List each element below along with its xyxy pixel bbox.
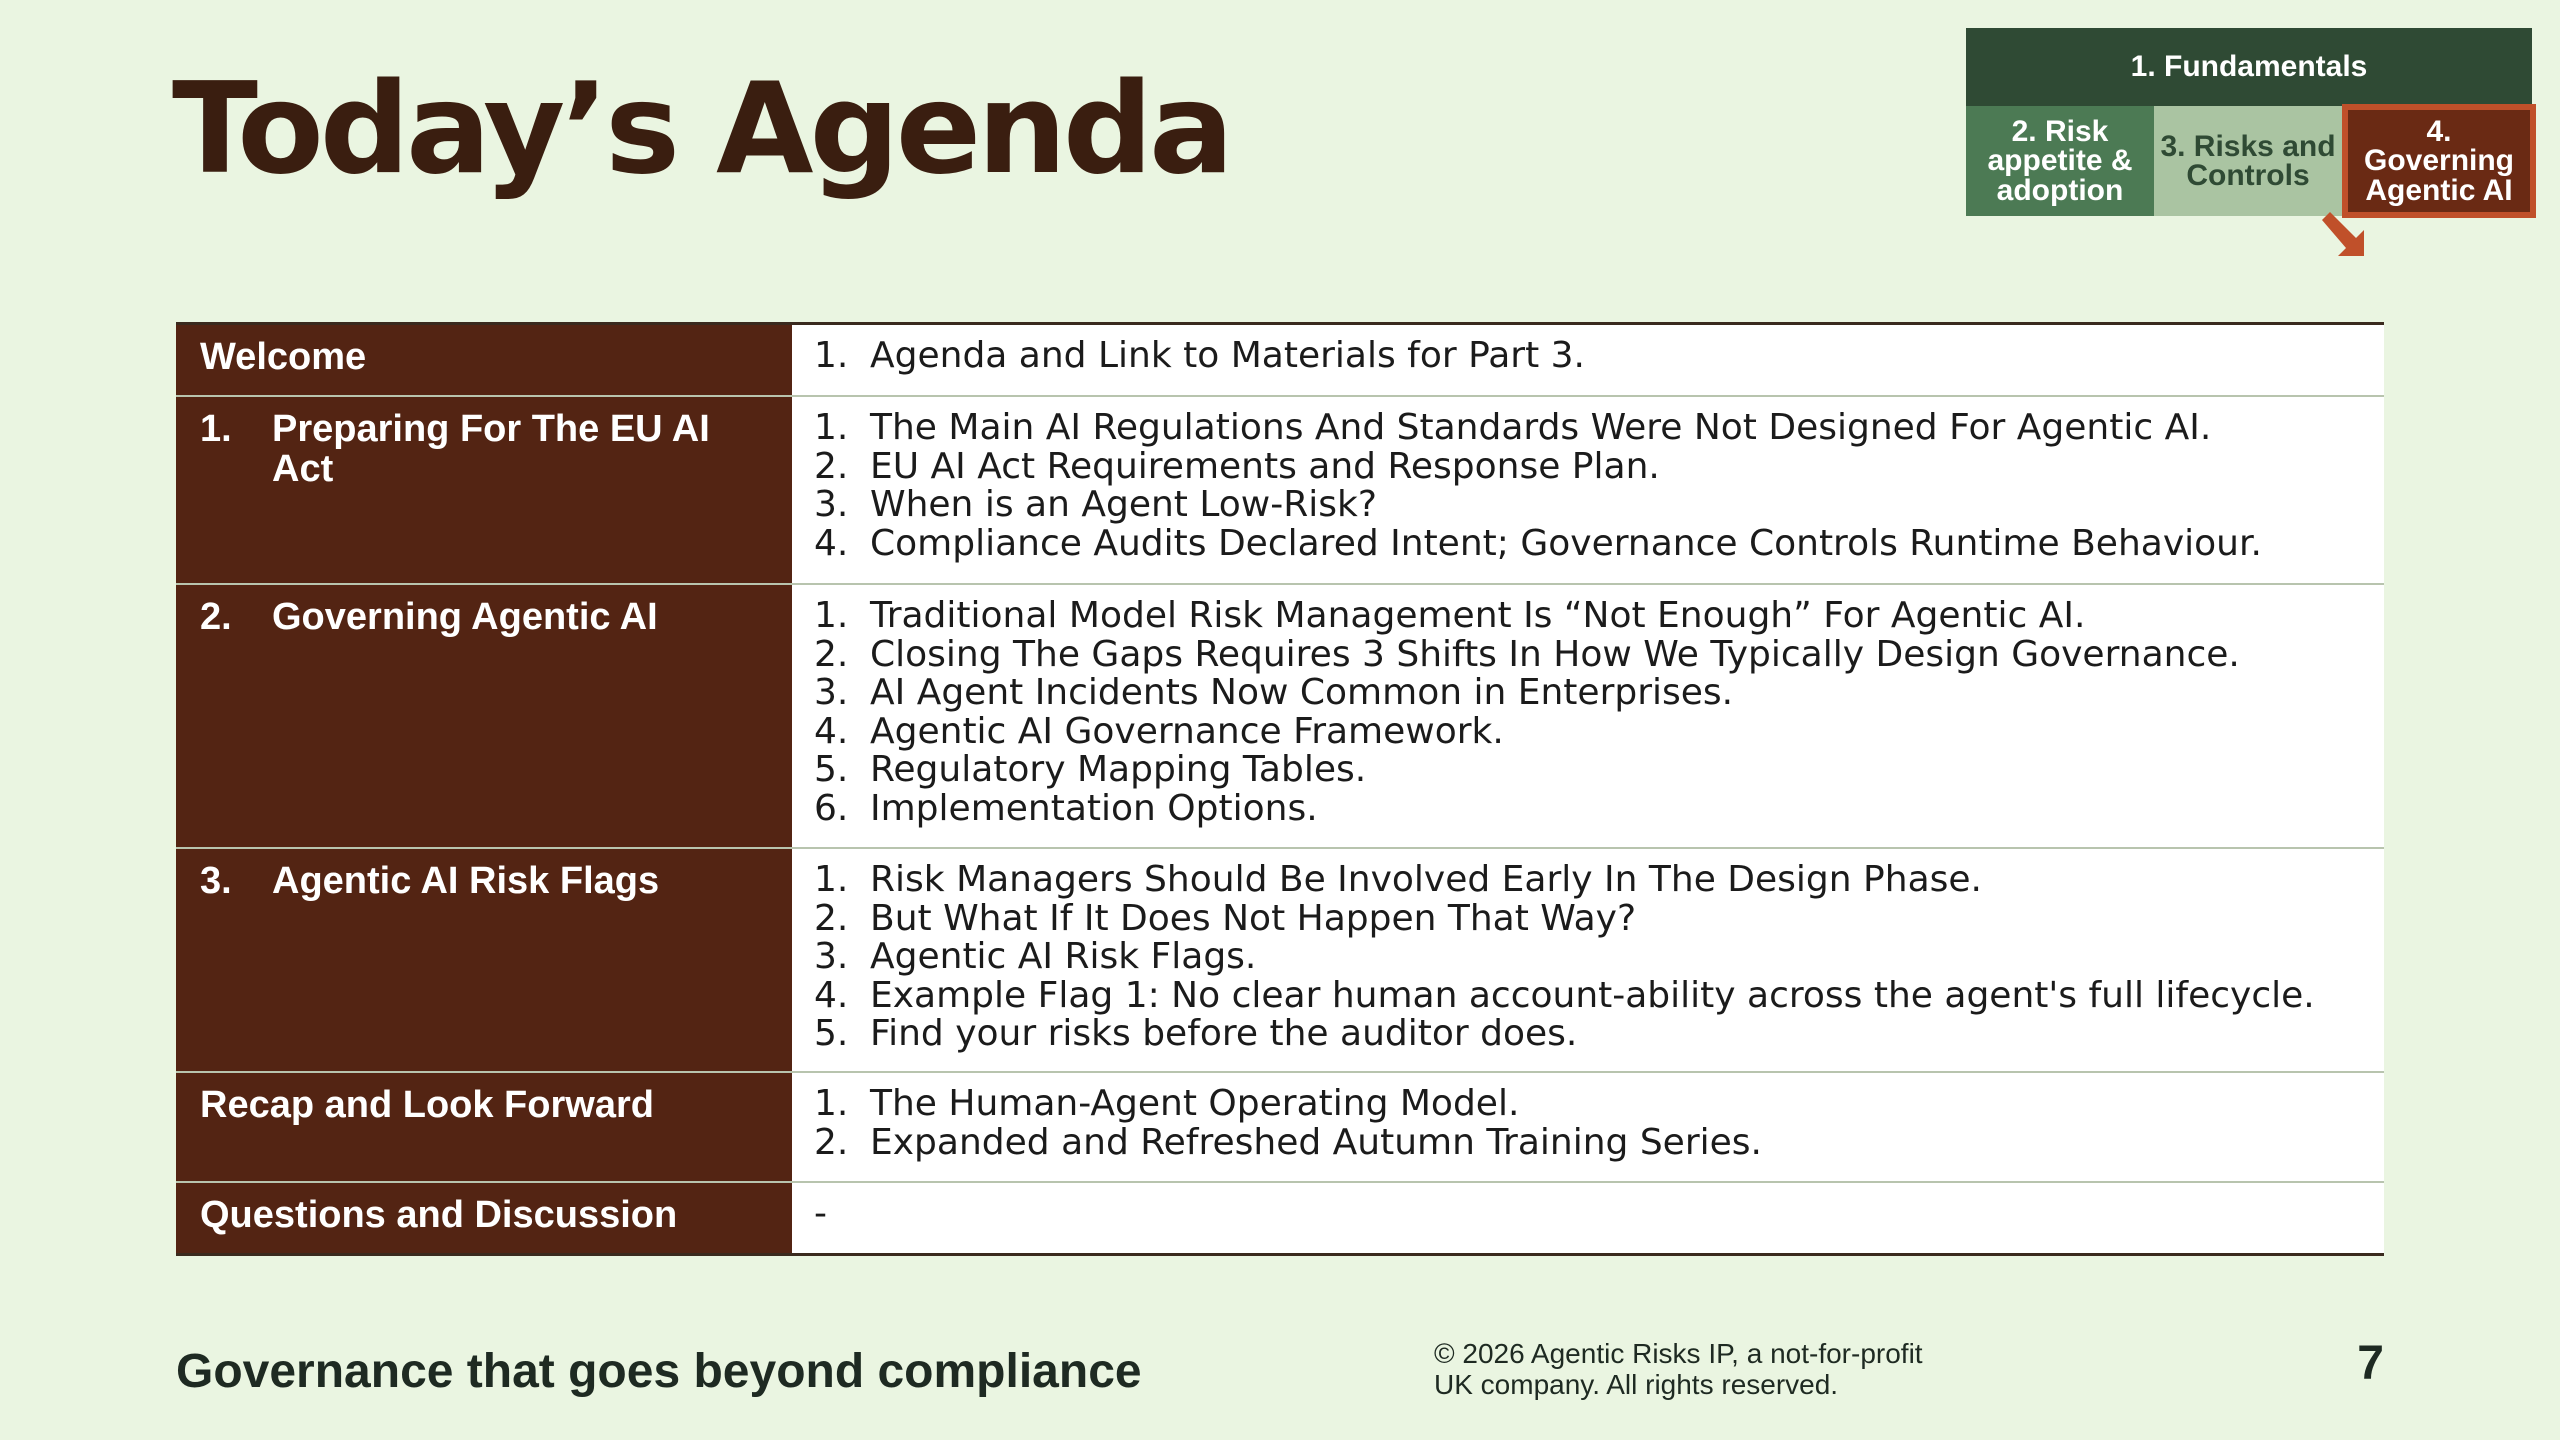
list-item	[814, 1085, 2384, 1124]
section-items-cell	[792, 1183, 2384, 1253]
section-heading-cell	[176, 325, 792, 395]
agenda-row-recap	[176, 1073, 2384, 1183]
tracker-governing-agentic-ai-current	[2342, 104, 2536, 218]
section-items-cell	[792, 325, 2384, 395]
item-text: The Human-Agent Operating Model.	[870, 1083, 1520, 1124]
item-number: 1.	[814, 595, 849, 636]
section-items-cell	[792, 397, 2384, 583]
agenda-row-risk-flags	[176, 849, 2384, 1073]
list-item	[814, 974, 2384, 1016]
item-text: EU AI Act Requirements and Response Plan.	[870, 445, 1660, 487]
list-item	[814, 522, 2384, 564]
section-heading: Agentic AI Risk Flags	[272, 860, 660, 902]
item-text: -	[814, 1193, 827, 1234]
tracker-label-line: Agentic AI	[2365, 173, 2513, 207]
item-number: 6.	[814, 787, 849, 829]
item-number: 2.	[814, 1121, 849, 1163]
tracker-label-line: 4. Governing	[2363, 114, 2514, 178]
item-number: 4.	[814, 710, 849, 752]
list-item	[814, 861, 2384, 900]
agenda-row-eu-ai-act	[176, 397, 2384, 585]
list-item	[814, 633, 2384, 675]
list-item	[814, 1015, 2384, 1054]
item-number: 3.	[814, 484, 849, 525]
tracker-label-line: Controls	[2186, 159, 2310, 192]
item-text: Compliance Audits Declared Intent; Governance Controls Runtime Behaviour.	[870, 522, 2262, 564]
footer-copyright	[1434, 1338, 2034, 1400]
list-item	[814, 897, 2384, 939]
item-number: 3.	[814, 672, 849, 713]
item-text: The Main AI Regulations And Standards Were Not Designed For Agentic AI.	[870, 407, 2212, 448]
list-item	[814, 597, 2384, 636]
item-text: Traditional Model Risk Management Is “Not Enough” For Agentic AI.	[870, 595, 2086, 636]
list-item	[814, 674, 2384, 713]
item-text: Agenda and Link to Materials for Part 3.	[870, 335, 1585, 376]
list-item	[814, 938, 2384, 977]
tracker-label-line: 2. Risk	[2011, 114, 2109, 148]
tracker-risk-appetite	[1966, 106, 2154, 216]
section-items-cell	[792, 585, 2384, 847]
list-item	[814, 787, 2384, 829]
tracker-label-line: appetite &	[1987, 144, 2133, 178]
section-heading: Governing Agentic AI	[272, 596, 658, 638]
section-heading: Questions and Discussion	[200, 1194, 678, 1236]
section-heading-cell	[176, 849, 792, 1071]
item-number: 4.	[814, 522, 849, 564]
section-heading: Welcome	[200, 336, 367, 378]
item-number: 1.	[814, 407, 849, 448]
item-number: 5.	[814, 1013, 849, 1054]
section-items-cell	[792, 849, 2384, 1071]
item-number: 2.	[814, 897, 849, 939]
item-text: Find your risks before the auditor does.	[870, 1013, 1578, 1054]
item-text: Regulatory Mapping Tables.	[870, 749, 1367, 790]
agenda-row-governing-agentic-ai	[176, 585, 2384, 849]
section-heading-cell	[176, 585, 792, 847]
item-number: 3.	[814, 936, 849, 977]
item-number: 5.	[814, 749, 849, 790]
section-heading: Recap and Look Forward	[200, 1084, 654, 1126]
tracker-label-line: 3. Risks and	[2160, 129, 2336, 163]
section-heading: Act	[272, 448, 334, 490]
item-number: 2.	[814, 445, 849, 487]
item-text: Agentic AI Risk Flags.	[870, 936, 1257, 977]
agenda-table	[176, 322, 2384, 1256]
item-text: Expanded and Refreshed Autumn Training Series.	[870, 1121, 1762, 1163]
item-text: When is an Agent Low-Risk?	[870, 484, 1377, 525]
tracker-risks-controls	[2154, 106, 2342, 216]
page-title: Today’s Agenda	[172, 55, 1231, 202]
footer-tagline: Governance that goes beyond compliance	[176, 1345, 1142, 1398]
item-number: 2.	[814, 633, 849, 675]
item-number: 4.	[814, 974, 849, 1016]
item-text: Example Flag 1: No clear human account-ability across the agent's full lifecycle.	[870, 974, 2315, 1016]
tracker-label-line: adoption	[1996, 173, 2124, 207]
list-item	[814, 486, 2384, 525]
list-item	[814, 445, 2384, 487]
item-text: But What If It Does Not Happen That Way?	[870, 897, 1637, 939]
item-text: AI Agent Incidents Now Common in Enterprises.	[870, 672, 1734, 713]
item-text: Agentic AI Governance Framework.	[870, 710, 1504, 752]
list-item	[814, 710, 2384, 752]
list-item	[814, 409, 2384, 448]
section-tracker	[1966, 28, 2532, 216]
agenda-row-questions	[176, 1183, 2384, 1253]
section-heading-cell	[176, 1073, 792, 1181]
list-item	[814, 337, 2384, 376]
section-heading: Preparing For The EU AI	[272, 408, 710, 450]
section-heading-cell	[176, 397, 792, 583]
item-number: 1.	[814, 335, 849, 376]
section-heading-cell	[176, 1183, 792, 1253]
list-item	[814, 1121, 2384, 1163]
copyright-line: UK company. All rights reserved.	[1434, 1369, 1839, 1400]
item-text: Closing The Gaps Requires 3 Shifts In How We Typically Design Governance.	[870, 633, 2240, 675]
item-text: Implementation Options.	[870, 787, 1318, 829]
section-number: 1.	[200, 408, 232, 450]
item-text: Risk Managers Should Be Involved Early In The Design Phase.	[870, 859, 1982, 900]
tracker-fundamentals: 1. Fundamentals	[1966, 28, 2532, 106]
page-number: 7	[2357, 1337, 2384, 1390]
agenda-row-welcome	[176, 325, 2384, 397]
copyright-line: © 2026 Agentic Risks IP, a not-for-profit	[1434, 1338, 1923, 1369]
list-item	[814, 751, 2384, 790]
section-number: 3.	[200, 860, 232, 902]
item-number: 1.	[814, 1083, 849, 1124]
item-number: 1.	[814, 859, 849, 900]
section-number: 2.	[200, 596, 232, 638]
arrow-pointer-icon	[2318, 204, 2378, 264]
section-items-cell	[792, 1073, 2384, 1181]
